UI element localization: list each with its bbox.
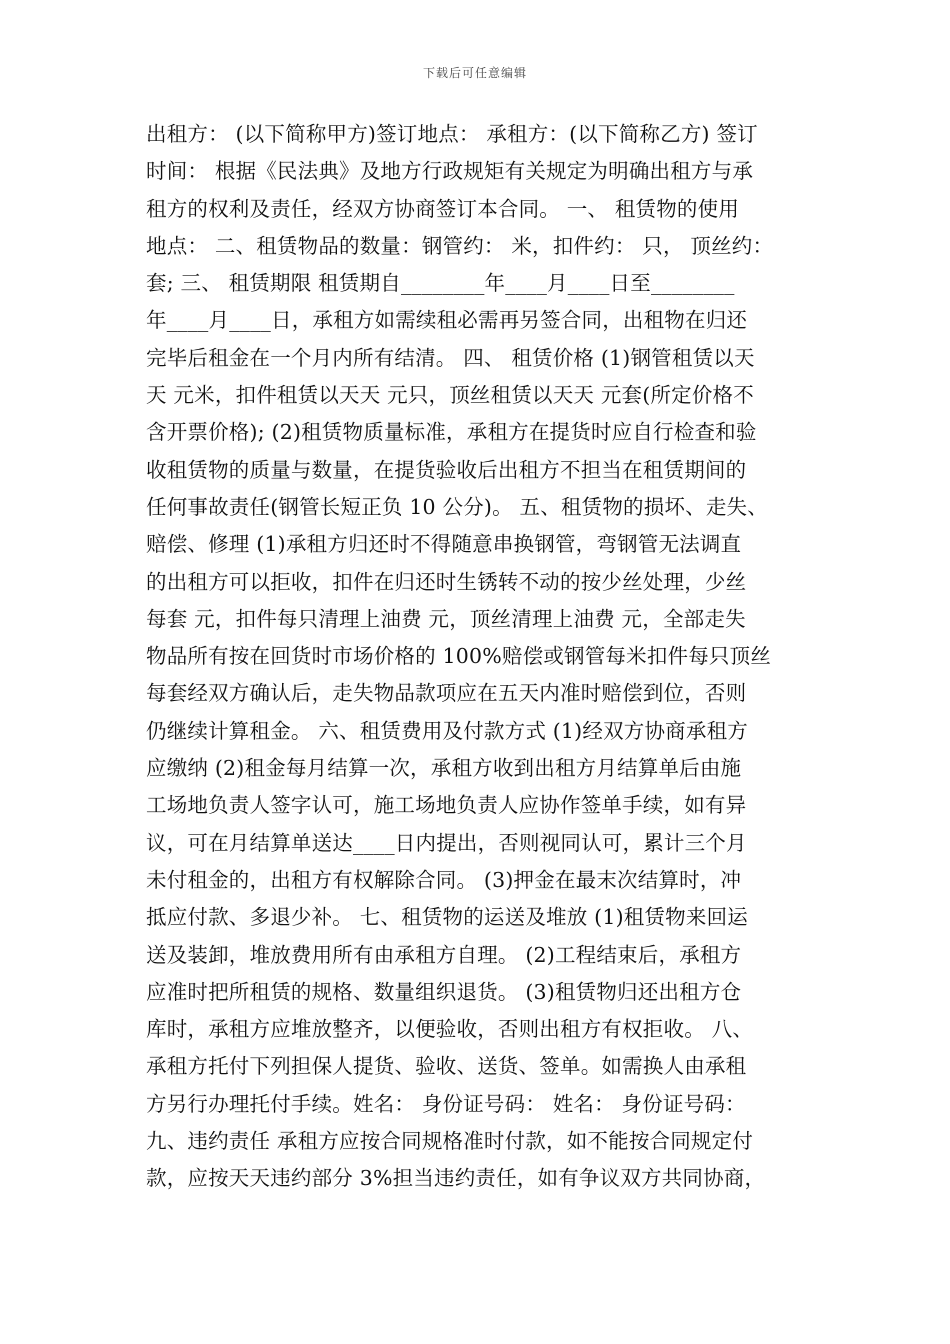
text-line: 含开票价格); (2)租赁物质量标准，承租方在提货时应自行检查和验 xyxy=(146,420,757,445)
text-line: 款，应按天天违约部分 3%担当违约责任，如有争议双方共同协商， xyxy=(146,1166,766,1191)
text-line: 完毕后租金在一个月内所有结清。 四、 租赁价格 (1)钢管租赁以天 xyxy=(146,345,755,370)
text-line: 送及装卸，堆放费用所有由承租方自理。 (2)工程结束后，承租方 xyxy=(146,942,742,967)
text-line: 收租赁物的质量与数量，在提货验收后出租方不担当在租赁期间的 xyxy=(146,457,747,482)
text-line: 抵应付款、多退少补。 七、租赁物的运送及堆放 (1)租赁物来回运 xyxy=(146,905,748,930)
text-line: 每套经双方确认后，走失物品款项应在五天内准时赔偿到位，否则 xyxy=(146,681,747,706)
contract-body xyxy=(146,116,810,1198)
text-line: 九、违约责任 承租方应按合同规格准时付款，如不能按合同规定付 xyxy=(146,1129,754,1154)
text-line: 赔偿、修理 (1)承租方归还时不得随意串换钢管，弯钢管无法调直 xyxy=(146,532,742,557)
text-line: 每套 元，扣件每只清理上油费 元，顶丝清理上油费 元，全部走失 xyxy=(146,606,746,631)
text-line: 出租方： (以下简称甲方)签订地点： 承租方：(以下简称乙方) 签订 xyxy=(146,122,758,146)
text-line: 应准时把所租赁的规格、数量组织退货。 (3)租赁物归还出租方仓 xyxy=(146,979,742,1004)
text-line: 应缴纳 (2)租金每月结算一次，承租方收到出租方月结算单后由施 xyxy=(146,756,742,781)
text-line: 议，可在月结算单送达____日内提出，否则视同认可，累计三个月 xyxy=(146,830,747,855)
text-line: 时间： 根据《民法典》及地方行政规矩有关规定为明确出租方与承 xyxy=(146,159,754,184)
page-header: 下载后可任意编辑 xyxy=(422,66,527,80)
text-line: 套; 三、 租赁期限 租赁期自________年____月____日至________ xyxy=(146,271,735,296)
text-line: 方另行办理托付手续。姓名： 身份证号码： 姓名： 身份证号码： xyxy=(146,1091,746,1116)
text-line: 地点： 二、租赁物品的数量：钢管约： 米，扣件约： 只， 顶丝约： xyxy=(146,233,774,258)
text-line: 任何事故责任(钢管长短正负 10 公分)。 五、租赁物的损坏、走失、 xyxy=(146,494,768,519)
text-line: 天 元米，扣件租赁以天天 元只，顶丝租赁以天天 元套(所定价格不 xyxy=(146,383,754,408)
text-line: 未付租金的，出租方有权解除合同。 (3)押金在最末次结算时，冲 xyxy=(146,867,742,892)
text-line: 年____月____日，承租方如需续租必需再另签合同，出租物在归还 xyxy=(146,308,748,333)
text-line: 物品所有按在回货时市场价格的 100%赔偿或钢管每米扣件每只顶丝 xyxy=(146,644,772,669)
text-line: 租方的权利及责任，经双方协商签订本合同。 一、 租赁物的使用 xyxy=(146,196,740,221)
text-line: 库时，承租方应堆放整齐，以便验收，否则出租方有权拒收。 八、 xyxy=(146,1017,754,1042)
text-line: 承租方托付下列担保人提货、验收、送货、签单。如需换人由承租 xyxy=(146,1054,747,1079)
text-line: 工场地负责人签字认可，施工场地负责人应协作签单手续，如有异 xyxy=(146,793,747,818)
text-line: 仍继续计算租金。 六、租赁费用及付款方式 (1)经双方协商承租方 xyxy=(146,718,748,743)
text-line: 的出租方可以拒收，扣件在归还时生锈转不动的按少丝处理，少丝 xyxy=(146,569,747,594)
